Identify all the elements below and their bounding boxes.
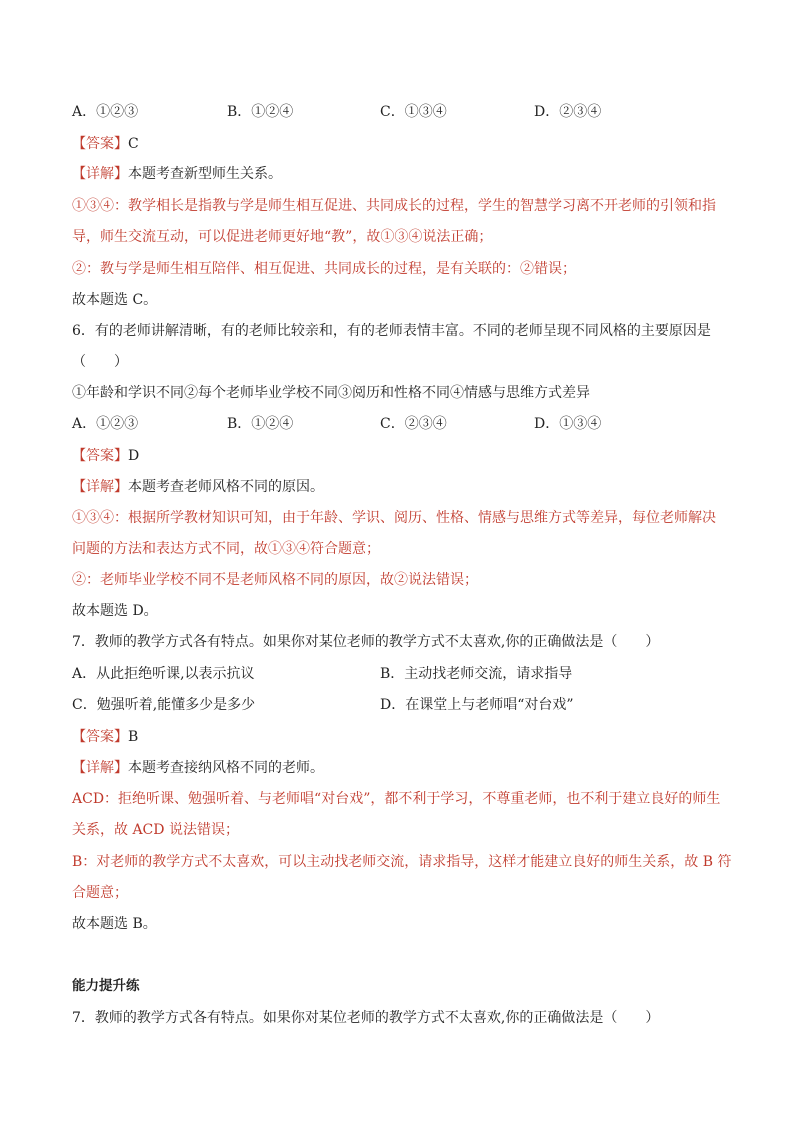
q6-answer [72, 446, 139, 466]
q5-detail [72, 164, 282, 184]
q6-detail [72, 477, 324, 497]
q7-stem: 7．教师的教学方式各有特点。如果你对某位老师的教学方式不太喜欢,你的正确做法是（ ） [72, 634, 660, 650]
answer-tag: 【答案】 [72, 729, 128, 745]
q7-explanation-2: B：对老师的教学方式不太喜欢，可以主动找老师交流，请求指导，这样才能建立良好的师生关系，故 B 符 [72, 854, 732, 870]
answer-value: C [128, 136, 139, 152]
q5-conclusion: 故本题选 C。 [72, 292, 158, 308]
q7-option-a: A．从此拒绝听课,以表示抗议 [72, 666, 255, 682]
q7-answer [72, 727, 138, 747]
q7-option-b: B．主动找老师交流，请求指导 [380, 666, 573, 682]
q7-explanation-1-cont: 关系，故 ACD 说法错误； [72, 822, 239, 838]
q6-option-b: B．①②④ [227, 416, 294, 432]
q6-option-a: A．①②③ [72, 416, 139, 432]
detail-tag: 【详解】 [72, 166, 128, 182]
answer-value: D [128, 448, 140, 464]
detail-text: 本题考查接纳风格不同的老师。 [128, 760, 324, 776]
q5-option-d: D．②③④ [534, 104, 602, 120]
q5-explanation-1: ①③④：教学相长是指教与学是师生相互促进、共同成长的过程，学生的智慧学习离不开老师的引领和指 [72, 198, 716, 214]
answer-value: B [128, 729, 139, 745]
detail-text: 本题考查新型师生关系。 [128, 166, 282, 182]
q6-explanation-2: ②：老师毕业学校不同不是老师风格不同的原因，故②说法错误； [72, 572, 478, 588]
detail-tag: 【详解】 [72, 760, 128, 776]
q6-explanation-1-cont: 问题的方法和表达方式不同，故①③④符合题意； [72, 541, 380, 557]
q6-stem-bracket: （ ） [72, 354, 128, 370]
q6-option-c: C．②③④ [380, 416, 447, 432]
q7-conclusion: 故本题选 B。 [72, 916, 157, 932]
answer-tag: 【答案】 [72, 448, 128, 464]
section-q7-stem: 7．教师的教学方式各有特点。如果你对某位老师的教学方式不太喜欢,你的正确做法是（ ） [72, 1010, 660, 1026]
q5-explanation-2: ②：教与学是师生相互陪伴、相互促进、共同成长的过程，是有关联的：②错误； [72, 261, 576, 277]
q6-explanation-1: ①③④：根据所学教材知识可知，由于年龄、学识、阅历、性格、情感与思维方式等差异，每位老师解决 [72, 510, 716, 526]
q6-conclusion: 故本题选 D。 [72, 603, 158, 619]
q5-answer [72, 134, 139, 154]
detail-text: 本题考查老师风格不同的原因。 [128, 479, 324, 495]
q7-explanation-1: ACD：拒绝听课、勉强听着、与老师唱“对台戏”，都不利于学习，不尊重老师，也不利于建立良好的师生 [72, 791, 721, 807]
q5-option-a: A．①②③ [72, 104, 139, 120]
q5-option-c: C．①③④ [380, 104, 447, 120]
q7-option-c: C．勉强听着,能懂多少是多少 [72, 697, 256, 713]
q6-stem: 6．有的老师讲解清晰，有的老师比较亲和，有的老师表情丰富。不同的老师呈现不同风格的主要原因是 [72, 323, 711, 339]
q5-option-b: B．①②④ [227, 104, 294, 120]
section-title: 能力提升练 [72, 978, 140, 994]
detail-tag: 【详解】 [72, 479, 128, 495]
q7-option-d: D．在课堂上与老师唱“对台戏” [380, 697, 574, 713]
q6-option-d: D．①③④ [534, 416, 602, 432]
answer-tag: 【答案】 [72, 136, 128, 152]
q6-statements: ①年龄和学识不同②每个老师毕业学校不同③阅历和性格不同④情感与思维方式差异 [72, 385, 590, 401]
q5-explanation-1-cont: 导，师生交流互动，可以促进老师更好地“教”，故①③④说法正确； [72, 229, 493, 245]
q7-detail [72, 758, 324, 778]
q7-explanation-2-cont: 合题意； [72, 885, 128, 901]
